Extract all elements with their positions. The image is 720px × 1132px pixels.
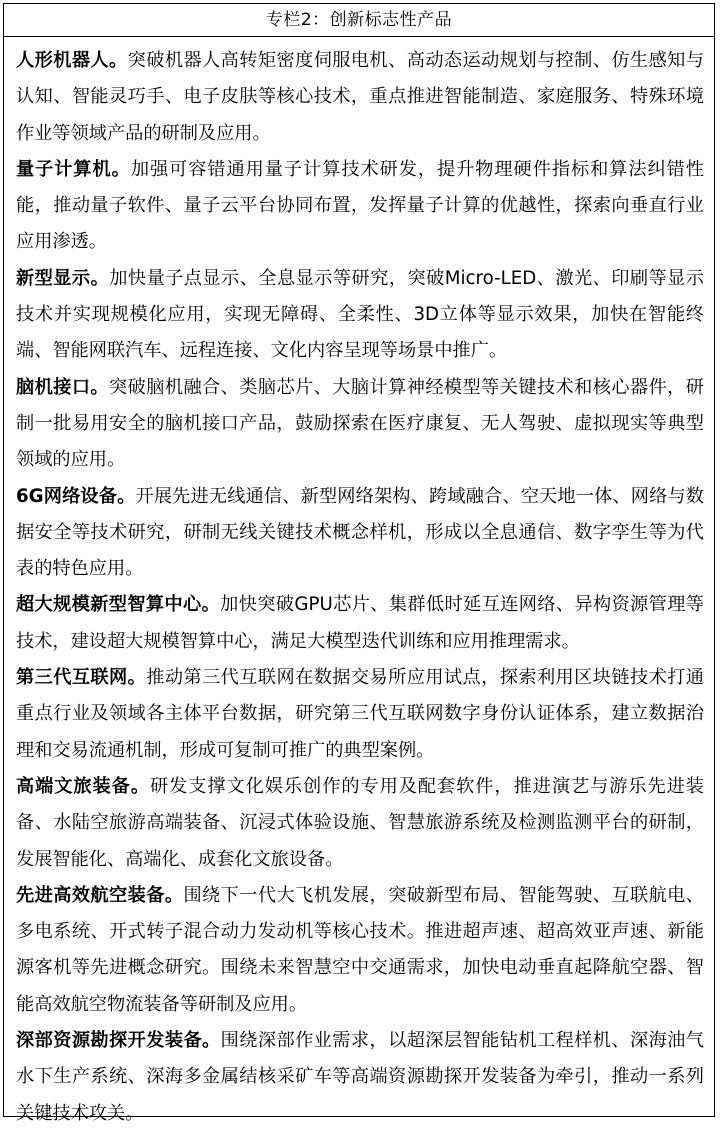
item-text: 推动第三代互联网在数据交易所应用试点，探索利用区块链技术打通重点行业及领域各主体平台数据，研究第三代互联网数字身份认证体系，建立数据治理和交易流通机制，形成可复制可推广的典型案例。 — [16, 667, 704, 761]
box-title: 专栏2：创新标志性产品 — [4, 4, 714, 37]
item-name: 新型显示。 — [16, 267, 110, 289]
box-body — [4, 37, 714, 1132]
item-brain-computer-interface — [16, 370, 704, 479]
item-name: 第三代互联网。 — [16, 667, 147, 689]
item-name: 6G网络设备。 — [16, 485, 136, 507]
item-text: 突破脑机融合、类脑芯片、大脑计算神经模型等关键技术和核心器件，研制一批易用安全的脑机接口产品，鼓励探索在医疗康复、无人驾驶、虚拟现实等典型领域的应用。 — [16, 376, 704, 471]
item-quantum-computer — [16, 152, 704, 261]
item-text: 加快突破GPU芯片、集群低时延互连网络、异构资源管理等技术，建设超大规模智算中心，满足大模型迭代训练和应用推理需求。 — [16, 594, 704, 652]
item-name: 脑机接口。 — [16, 376, 110, 398]
feature-box — [3, 3, 715, 1124]
item-name: 先进高效航空装备。 — [16, 884, 184, 906]
item-cultural-tourism-equipment — [16, 769, 704, 878]
item-new-display — [16, 261, 704, 370]
item-deep-resource-equipment — [16, 1023, 704, 1132]
item-text: 加强可容错通用量子计算技术研发，提升物理硬件指标和算法纠错性能，推动量子软件、量子云平台协同布置，发挥量子计算的优越性，探索向垂直行业应用渗透。 — [16, 158, 704, 253]
item-intelligent-computing-center — [16, 587, 704, 660]
item-text: 突破机器人高转矩密度伺服电机、高动态运动规划与控制、仿生感知与认知、智能灵巧手、电子皮肤等核心技术，重点推进智能制造、家庭服务、特殊环境作业等领域产品的研制及应用。 — [16, 50, 704, 144]
item-text: 加快量子点显示、全息显示等研究，突破Micro-LED、激光、印刷等显示技术并实现规模化应用，实现无障碍、全柔性、3D立体等显示效果，加快在智能终端、智能网联汽车、远程连接、文化内容呈现等场景中推广。 — [16, 267, 704, 362]
item-text: 围绕深部作业需求，以超深层智能钻机工程样机、深海油气水下生产系统、深海多金属结核采矿车等高端资源勘探开发装备为牵引，推动一系列关键技术攻关。 — [16, 1030, 704, 1124]
item-text: 开展先进无线通信、新型网络架构、跨域融合、空天地一体、网络与数据安全等技术研究，研制无线关键技术概念样机，形成以全息通信、数字孪生等为代表的特色应用。 — [16, 485, 704, 580]
item-6g-network-equipment — [16, 479, 704, 588]
item-aviation-equipment — [16, 878, 704, 1023]
item-name: 人形机器人。 — [16, 50, 128, 71]
item-text: 围绕下一代大飞机发展，突破新型布局、智能驾驶、互联航电、多电系统、开式转子混合动力发动机等核心技术。推进超声速、超高效亚声速、新能源客机等先进概念研究。围绕未来智慧空中交通需求，加快电动垂直起降航空器、智能高效航空物流装备等研制及应用。 — [16, 884, 704, 1015]
item-name: 高端文旅装备。 — [16, 775, 150, 797]
item-text: 研发支撑文化娱乐创作的专用及配套软件，推进演艺与游乐先进装备、水陆空旅游高端装备、沉浸式体验设施、智慧旅游系统及检测监测平台的研制，发展智能化、高端化、成套化文旅设备。 — [16, 775, 704, 870]
item-third-gen-internet — [16, 660, 704, 769]
item-name: 超大规模新型智算中心。 — [16, 594, 221, 616]
item-name: 量子计算机。 — [16, 158, 131, 180]
item-humanoid-robot — [16, 43, 704, 152]
item-name: 深部资源勘探开发装备。 — [16, 1030, 221, 1052]
